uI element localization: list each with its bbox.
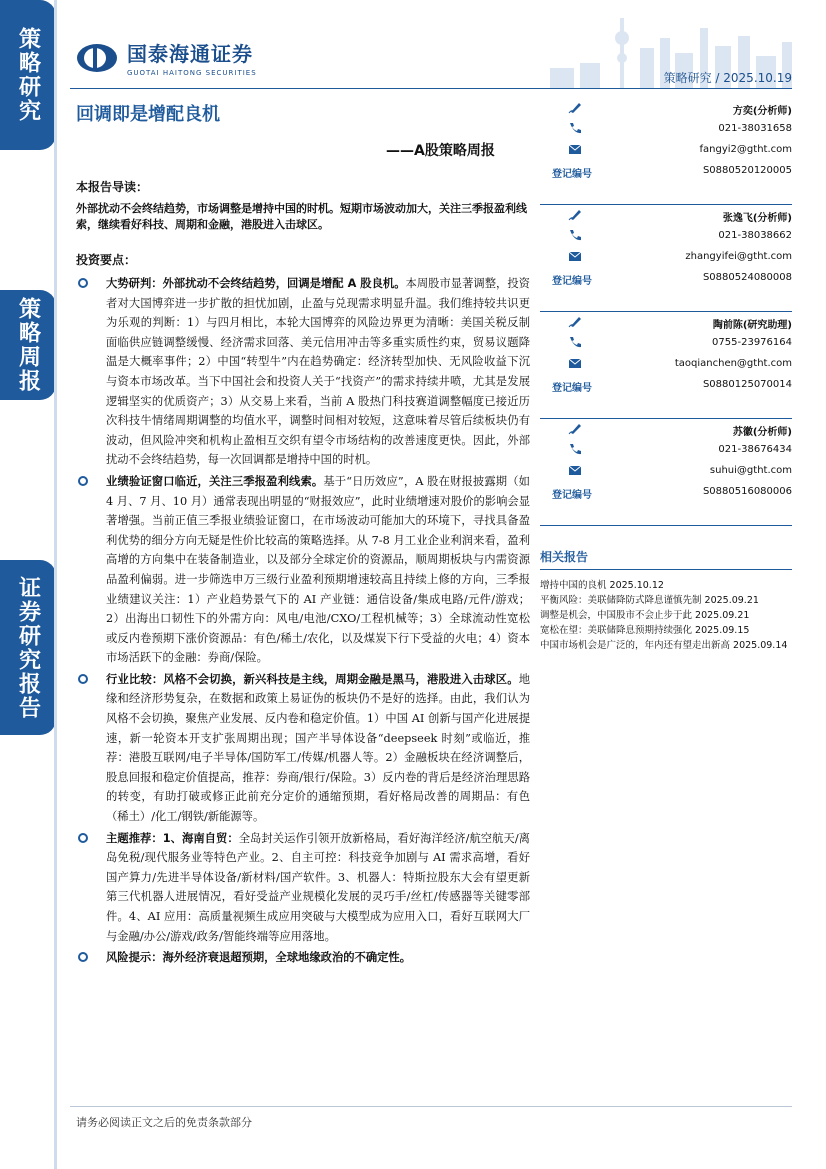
- related-report-link[interactable]: 宽松在望：美联储降息预期持续强化 2025.09.15: [540, 625, 750, 636]
- point-risk-warning: [76, 948, 530, 968]
- related-report-link[interactable]: 平衡风险：美联储降防式降息谨慎先制 2025.09.21: [540, 595, 759, 606]
- phone-icon: [568, 122, 582, 135]
- analyst-card: [540, 98, 792, 205]
- analyst-phone: 021-38038662: [718, 230, 792, 241]
- analyst-phone: 0755-23976164: [712, 337, 792, 348]
- registration-label: 登记编号: [552, 383, 592, 394]
- analyst-name: 方奕(分析师): [732, 106, 792, 117]
- mail-icon: [568, 143, 582, 156]
- logo-name-cn: 国泰海通证券: [127, 42, 253, 66]
- analyst-name: 陶前陈(研究助理): [712, 320, 792, 331]
- analyst-phone: 021-38031658: [718, 123, 792, 134]
- pen-icon: [568, 315, 582, 328]
- point-theme-recommendation: [76, 829, 530, 947]
- page-title: 回调即是增配良机: [76, 104, 220, 125]
- bullet-icon: [78, 674, 88, 684]
- related-report-link[interactable]: 中国市场机会是广泛的，年内还有望走出新高 2025.09.14: [540, 640, 788, 651]
- analyst-registration: S0880524080008: [702, 272, 792, 283]
- analyst-email: suhui@gtht.com: [709, 465, 792, 476]
- guide-heading: 本报告导读：: [76, 180, 149, 194]
- analyst-card: [540, 312, 792, 419]
- registration-label: 登记编号: [552, 490, 592, 501]
- pen-icon: [568, 422, 582, 435]
- footer-rule: [70, 1106, 792, 1107]
- header-category-date: 策略研究 / 2025.10.19: [663, 71, 792, 85]
- logo-name-en: GUOTAI HAITONG SECURITIES: [127, 69, 257, 77]
- related-reports-list: [540, 578, 792, 653]
- analyst-registration: S0880520120005: [702, 165, 792, 176]
- analyst-name: 苏徽(分析师): [732, 427, 792, 438]
- logo-mark-icon: [75, 42, 119, 74]
- analyst-name: 张逸飞(分析师): [722, 213, 792, 224]
- related-reports-heading: 相关报告: [540, 548, 792, 570]
- bullet-icon: [78, 278, 88, 288]
- related-report-link[interactable]: 增持中国的良机 2025.10.12: [540, 580, 664, 591]
- side-tab-strategy-weekly: 策略周报: [0, 290, 56, 400]
- pen-icon: [568, 208, 582, 221]
- mail-icon: [568, 250, 582, 263]
- point-lead: 风险提示：海外经济衰退超预期，全球地缘政治的不确定性。: [106, 951, 412, 965]
- registration-label: 登记编号: [552, 169, 592, 180]
- main-column: [76, 178, 530, 970]
- bullet-icon: [78, 833, 88, 843]
- pen-icon: [568, 101, 582, 114]
- bullet-icon: [78, 952, 88, 962]
- brand-logo: [75, 38, 257, 77]
- point-market-outlook: [76, 274, 530, 470]
- phone-icon: [568, 443, 582, 456]
- analyst-card: [540, 419, 792, 526]
- phone-icon: [568, 336, 582, 349]
- side-tab-securities-report: 证券研究报告: [0, 560, 56, 735]
- point-body: 全岛封关运作引领开放新格局，看好海洋经济/航空航天/离岛免税/现代服务业等特色产业。2、自主可控：科技竞争加剧与 AI 需求高增，看好国产算力/先进半导体设备/新材料/国产软件。3、机器人：特斯拉股东大会有望更新第三代机器人进展情况，看好受益产业规模化发展的灵巧手/丝杠/传感器等关键零部件。4、AI 应用：高质量视频生成应用突破与大模型成为应用入口，看好互联网大厂与金融/办公/游戏/政务/智能终端等应用落地。: [106, 831, 530, 943]
- right-column: [540, 98, 792, 653]
- point-lead: 大势研判：外部扰动不会终结趋势，回调是增配 A 股良机。: [106, 277, 406, 290]
- point-lead: 行业比较：风格不会切换，新兴科技是主线，周期金融是黑马，港股进入击球区。: [106, 672, 519, 686]
- bullet-icon: [78, 476, 88, 486]
- analyst-registration: S0880125070014: [702, 379, 792, 390]
- header-rule: [70, 88, 792, 89]
- analyst-card: [540, 205, 792, 312]
- analyst-registration: S0880516080006: [702, 486, 792, 497]
- mail-icon: [568, 464, 582, 477]
- point-lead: 业绩验证窗口临近，关注三季报盈利线索。: [106, 474, 324, 488]
- analyst-phone: 021-38676434: [718, 444, 792, 455]
- related-report-link[interactable]: 调整是机会，中国股市不会止步于此 2025.09.21: [540, 610, 750, 621]
- guide-text: 外部扰动不会终结趋势，市场调整是增持中国的时机。短期市场波动加大，关注三季报盈利线索，继续看好科技、周期和金融，港股进入击球区。: [76, 202, 527, 231]
- side-tab-strategy-research: 策略研究: [0, 0, 56, 150]
- footer-disclaimer: 请务必阅读正文之后的免责条款部分: [76, 1116, 252, 1129]
- page-subtitle: ——A股策略周报: [386, 143, 495, 159]
- analyst-email: taoqianchen@gtht.com: [674, 358, 792, 369]
- mail-icon: [568, 357, 582, 370]
- point-body: 地缘和经济形势复杂，在数据和政策上易证伪的板块仍不是好的选择。由此，我们认为风格不会切换，聚焦产业发展、反内卷和稳定价值。1）中国 AI 创新与国产化进展提速，新一轮资本开支扩张周期出现；国产半导体设备“deepseek 时刻”或临近，推荐：港股互联网/电子半导体/国防军工/传媒/机器人等。2）金融板块在经济调整后，股息回报和稳定价值提高，推荐：券商/银行/保险。3）反内卷的背后是经济治理思路的转变，有助打破或修正此前充分定价的通缩预期，看好格局改善的周期品：有色（稀土）/化工/钢铁/新能源等。: [106, 672, 530, 824]
- point-lead: 主题推荐：1、海南自贸：: [106, 831, 239, 845]
- analyst-email: fangyi2@gtht.com: [699, 144, 792, 155]
- phone-icon: [568, 229, 582, 242]
- analyst-email: zhangyifei@gtht.com: [685, 251, 792, 262]
- registration-label: 登记编号: [552, 276, 592, 287]
- point-earnings-window: [76, 472, 530, 668]
- point-industry-comparison: [76, 670, 530, 827]
- points-heading: 投资要点：: [76, 253, 137, 267]
- side-divider: [54, 0, 57, 1169]
- point-body: 本周股市显著调整，投资者对大国博弈进一步扩散的担忧加剧，止盈与兑现需求明显升温。我们维持较共识更为乐观的判断：1）与四月相比，本轮大国博弈的风险边界更为清晰：美国关税反制面临供应链调整缓慢、经济需求回落、美元信用冲击等多重实质性约束，贸易议题降温是大概率事件；2）中国“转型牛”内在趋势确定：经济转型加快、无风险收益下沉与资本市场改革。当下中国社会和投资人关于“找资产”的需求持续井喷，尤其是发展逻辑坚实的优质资产；3）从交易上来看，当前 A 股热门科技赛道调整幅度已接近历次科技牛情绪周期调整的均值水平，调整时间相对较短，这意味着尽管后续板块仍有波动，但风险冲突和机构止盈相互交织有望令市场结构的改善速度更快。因此，外部扰动不会终结趋势，每一次回调都是增持中国的时机。: [106, 277, 530, 467]
- point-body: 基于“日历效应”，A 股在财报披露期（如 4 月、7 月、10 月）通常表现出明显的“财报效应”，此时业绩增速对股价的影响会显著增强。当前正值三季报业绩验证窗口，在市场波动可能加大的环境下，寻找具备盈利优势的细分方向无疑是性价比较高的策略选择。从 7-8 月工业企业利润来看，盈利高增的方向集中在装备制造业，以及部分全球定价的资源品，顺周期板块与内需资源品盈利偏弱。进一步筛选申万三级行业盈利预期增速较高且持续上修的方向，三季报业绩建议关注：1）产业趋势景气下的 AI 产业链：通信设备/集成电路/元件/游戏；2）出海出口韧性下的外需方向：风电/电池/CXO/工程机械等；3）全球流动性宽松或反内卷预期下涨价资源品：有色/稀土/农化，以及煤炭下行下受益的火电；4）资本市场活跃下的金融：券商/保险。: [106, 474, 530, 665]
- side-band: [0, 0, 56, 1169]
